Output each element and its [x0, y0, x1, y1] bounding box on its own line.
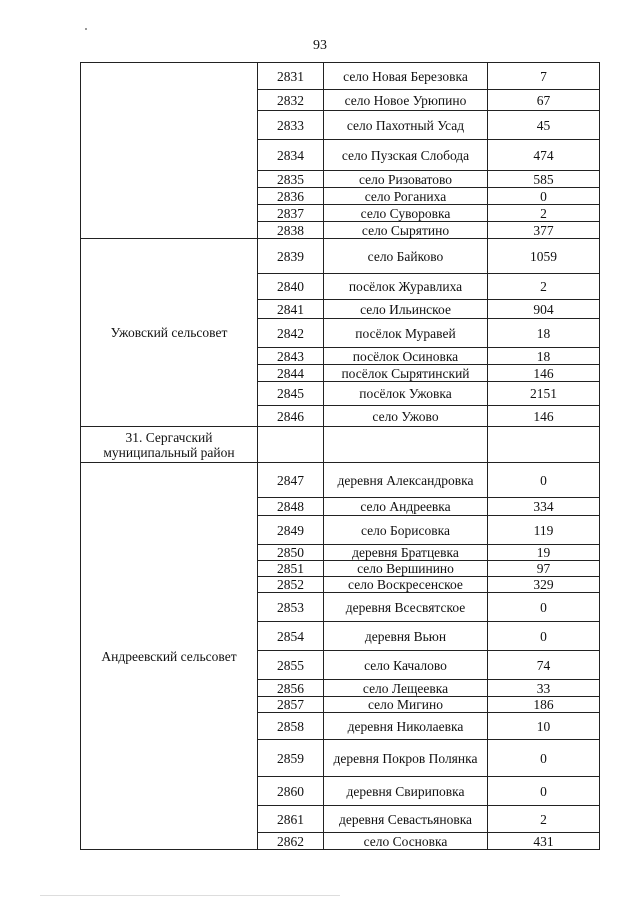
page-number: 93 [313, 38, 327, 53]
settlement-number: 2833 [258, 111, 324, 140]
settlement-name: село Борисовка [324, 516, 488, 545]
settlement-name: деревня Всесвятское [324, 593, 488, 622]
settlement-number: 2858 [258, 713, 324, 740]
settlement-name: село Ужово [324, 406, 488, 427]
settlement-number: 2856 [258, 680, 324, 697]
settlement-number: 2843 [258, 348, 324, 365]
settlement-name: село Пузская Слобода [324, 140, 488, 171]
settlement-name: село Вершинино [324, 561, 488, 577]
settlement-name: село Лещеевка [324, 680, 488, 697]
scan-speck [85, 28, 87, 30]
settlement-table [80, 62, 600, 850]
settlement-number: 2839 [258, 239, 324, 274]
settlement-name: посёлок Сырятинский [324, 365, 488, 382]
settlement-number: 2840 [258, 274, 324, 300]
settlement-name: деревня Вьюн [324, 622, 488, 651]
population-value: 0 [488, 777, 600, 806]
population-value: 474 [488, 140, 600, 171]
settlement-number: 2853 [258, 593, 324, 622]
settlement-number: 2857 [258, 697, 324, 713]
settlement-number: 2837 [258, 205, 324, 222]
empty-cell [324, 427, 488, 463]
population-value: 1059 [488, 239, 600, 274]
settlement-number: 2850 [258, 545, 324, 561]
settlement-name: село Ризоватово [324, 171, 488, 188]
population-value: 334 [488, 498, 600, 516]
settlement-name: село Андреевка [324, 498, 488, 516]
population-value: 2 [488, 806, 600, 833]
table-row [81, 239, 600, 274]
settlement-name: село Мигино [324, 697, 488, 713]
settlement-number: 2841 [258, 300, 324, 319]
population-value: 146 [488, 406, 600, 427]
area-name: Ужовский сельсовет [81, 239, 258, 427]
settlement-number: 2855 [258, 651, 324, 680]
district-heading: 31. Сергачский муниципальный район [81, 427, 258, 463]
settlement-name: село Байково [324, 239, 488, 274]
population-value: 45 [488, 111, 600, 140]
population-value: 7 [488, 63, 600, 90]
settlement-name: деревня Николаевка [324, 713, 488, 740]
settlement-number: 2836 [258, 188, 324, 205]
population-value: 97 [488, 561, 600, 577]
population-value: 585 [488, 171, 600, 188]
settlement-number: 2842 [258, 319, 324, 348]
population-value: 67 [488, 90, 600, 111]
settlement-number: 2835 [258, 171, 324, 188]
area-name: Андреевский сельсовет [81, 463, 258, 850]
empty-cell [258, 427, 324, 463]
population-value: 0 [488, 622, 600, 651]
settlement-name: село Сырятино [324, 222, 488, 239]
population-value: 186 [488, 697, 600, 713]
population-value: 0 [488, 740, 600, 777]
population-value: 74 [488, 651, 600, 680]
population-value: 329 [488, 577, 600, 593]
settlement-number: 2845 [258, 382, 324, 406]
population-value: 18 [488, 348, 600, 365]
settlement-number: 2848 [258, 498, 324, 516]
settlement-number: 2861 [258, 806, 324, 833]
district-heading-row [81, 427, 600, 463]
settlement-name: село Суворовка [324, 205, 488, 222]
settlement-number: 2851 [258, 561, 324, 577]
population-value: 431 [488, 833, 600, 850]
settlement-number: 2849 [258, 516, 324, 545]
population-value: 146 [488, 365, 600, 382]
population-value: 33 [488, 680, 600, 697]
population-value: 2151 [488, 382, 600, 406]
settlement-name: посёлок Муравей [324, 319, 488, 348]
settlement-name: село Новая Березовка [324, 63, 488, 90]
settlement-name: посёлок Осиновка [324, 348, 488, 365]
population-value: 904 [488, 300, 600, 319]
settlement-name: село Воскресенское [324, 577, 488, 593]
settlement-name: село Сосновка [324, 833, 488, 850]
population-value: 10 [488, 713, 600, 740]
settlement-number: 2832 [258, 90, 324, 111]
settlement-name: село Пахотный Усад [324, 111, 488, 140]
settlement-number: 2846 [258, 406, 324, 427]
table-row [81, 463, 600, 498]
settlement-number: 2854 [258, 622, 324, 651]
settlement-name: деревня Александровка [324, 463, 488, 498]
settlement-number: 2862 [258, 833, 324, 850]
settlement-number: 2847 [258, 463, 324, 498]
area-name [81, 63, 258, 239]
scan-footer-trace [40, 895, 340, 896]
population-value: 0 [488, 463, 600, 498]
population-value: 119 [488, 516, 600, 545]
population-value: 0 [488, 593, 600, 622]
settlement-name: село Новое Урюпино [324, 90, 488, 111]
settlement-name: село Ильинское [324, 300, 488, 319]
settlement-name: посёлок Журавлиха [324, 274, 488, 300]
population-value: 19 [488, 545, 600, 561]
population-value: 377 [488, 222, 600, 239]
population-value: 0 [488, 188, 600, 205]
table-row [81, 63, 600, 90]
settlement-name: село Роганиха [324, 188, 488, 205]
settlement-name: село Качалово [324, 651, 488, 680]
settlement-name: деревня Покров Полянка [324, 740, 488, 777]
population-value: 2 [488, 274, 600, 300]
empty-cell [488, 427, 600, 463]
settlement-number: 2838 [258, 222, 324, 239]
settlement-number: 2831 [258, 63, 324, 90]
settlement-name: деревня Севастьяновка [324, 806, 488, 833]
settlement-number: 2852 [258, 577, 324, 593]
population-value: 18 [488, 319, 600, 348]
settlement-number: 2844 [258, 365, 324, 382]
settlement-name: деревня Братцевка [324, 545, 488, 561]
settlement-number: 2860 [258, 777, 324, 806]
population-value: 2 [488, 205, 600, 222]
settlement-number: 2859 [258, 740, 324, 777]
settlement-name: деревня Свириповка [324, 777, 488, 806]
settlement-name: посёлок Ужовка [324, 382, 488, 406]
settlement-number: 2834 [258, 140, 324, 171]
